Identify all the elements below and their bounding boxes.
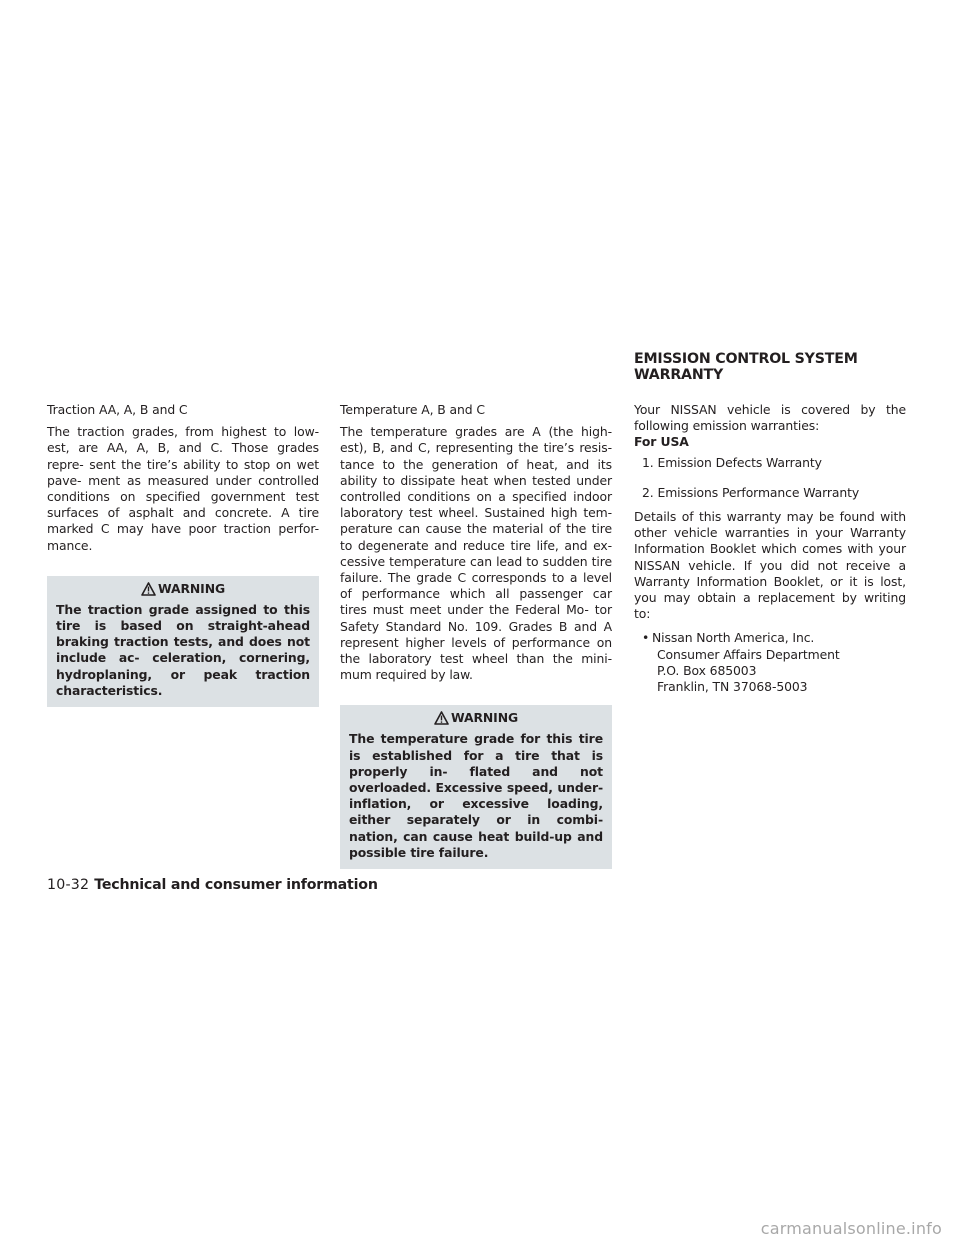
- left-column: [47, 402, 319, 707]
- section-title-line1: EMISSION CONTROL SYSTEM: [634, 351, 858, 367]
- warning-triangle-icon: [434, 711, 449, 725]
- temperature-warning-box: [340, 705, 612, 869]
- watermark: carmanualsonline.info: [760, 1219, 942, 1238]
- bullet-glyph: •: [642, 630, 650, 646]
- section-title-line2: WARRANTY: [634, 367, 724, 383]
- warning-label: WARNING: [450, 710, 519, 726]
- address-line3: P.O. Box 685003: [657, 662, 757, 678]
- warranty-list: [634, 455, 906, 501]
- traction-subheading: Traction AA, A, B and C: [47, 402, 188, 417]
- temperature-warning-text: The temperature grade for this tire is established for a tire that is properly in- flated and not overloaded. Excessive speed, under-inflation, or excessive loading, either separately or in combi- nation, can cause heat build-up and possible tire failure.: [349, 731, 603, 860]
- warranty-details: Details of this warranty may be found with other vehicle warranties in your Warranty Information Booklet which comes with your NISSAN vehicle. If you did not receive a Warranty Information Booklet, or it is lost, you may obtain a replacement by writing to:: [634, 509, 906, 622]
- section-title: [634, 351, 914, 383]
- traction-paragraph: The traction grades, from highest to low- est, are AA, A, B, and C. Those grades repre- sent the tire’s ability to stop on wet pave- ment as measured under controlled conditions on specified government test surfaces of asphalt and concrete. A tire marked C may have poor traction perfor- mance.: [47, 424, 319, 553]
- address-line4: Franklin, TN 37068-5003: [657, 679, 808, 695]
- list-item: 1. Emission Defects Warranty: [642, 454, 822, 470]
- warning-triangle-icon: [141, 582, 156, 596]
- address-line1: Nissan North America, Inc.: [652, 630, 815, 646]
- page-footer: [47, 876, 378, 894]
- footer-section-name: Technical and consumer information: [94, 877, 378, 893]
- page-number: 10-32: [47, 877, 90, 893]
- warning-header: [56, 580, 310, 598]
- traction-warning-text: The traction grade assigned to this tire is based on straight-ahead braking traction tests, and does not include ac- celeration, cornering, hydroplaning, or peak traction characteristics.: [56, 601, 310, 698]
- middle-column: [340, 402, 612, 869]
- warning-header: [349, 709, 603, 727]
- address-line2: Consumer Affairs Department: [657, 646, 840, 662]
- warning-label: WARNING: [157, 580, 226, 596]
- region-label: For USA: [634, 434, 689, 450]
- traction-warning-box: [47, 576, 319, 707]
- temperature-subheading: Temperature A, B and C: [340, 402, 485, 417]
- list-item: 2. Emissions Performance Warranty: [642, 484, 860, 500]
- temperature-paragraph: The temperature grades are A (the high- est), B, and C, representing the tire’s resis- tance to the generation of heat, and its ability to dissipate heat when tested under controlled conditions on a specified indoor laboratory test wheel. Sustained high tem- perature can cause the material of the tire to degenerate and reduce tire life, and ex- cessive temperature can lead to sudden tire failure. The grade C corresponds to a level of performance which all passenger car tires must meet under the Federal Mo- tor Safety Standard No. 109. Grades B and A represent higher levels of performance on the laboratory test wheel than the mini- mum required by law.: [340, 424, 612, 683]
- emission-intro: Your NISSAN vehicle is covered by the following emission warranties:: [634, 402, 906, 434]
- mailing-address: [634, 630, 906, 695]
- right-column: [634, 402, 906, 695]
